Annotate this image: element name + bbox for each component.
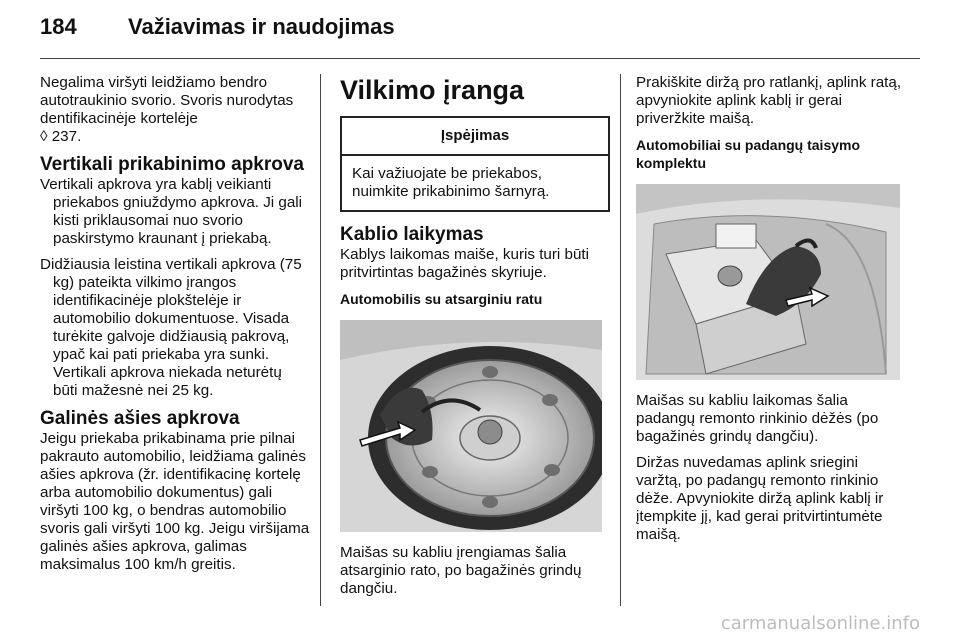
repair-kit-caption: Maišas su kabliu laikomas šalia padangų remonto rinkinio dėžės (po bagažinės grindų dangčiu). (636, 392, 879, 445)
paragraph-vertical-2: Didžiausia leistina vertikali apkrova (75 kg) pateikta vilkimo įrangos identifikacinėje plokštelėje ir automobilio dokumentuose. Visada turėkite galvoje didžiausią pakrovą, ypač kai pati priekaba yra sunki. Vertikali apkrova niekada neturėtų būti mažesnė nei 25 kg. (40, 256, 302, 399)
chapter-title: Vilkimo įranga (340, 75, 525, 105)
column-left (40, 74, 310, 582)
warning-box (340, 116, 610, 212)
warning-title: Įspėjimas (342, 118, 608, 156)
spare-wheel-photo (340, 320, 602, 532)
heading-spare-wheel: Automobilis su atsarginiu ratu (340, 291, 543, 307)
spare-wheel-caption: Maišas su kabliu įrengiamas šalia atsarginio rato, po bagažinės grindų dangčiu. (340, 544, 582, 597)
watermark: carmanualsonline.info (720, 613, 920, 634)
header-rule (40, 58, 920, 59)
warning-text: Kai važiuojate be priekabos, nuimkite prikabinimo šarnyrą. (352, 165, 550, 200)
paragraph-strap: Prakiškite diržą pro ratlankį, aplink ratą, apvyniokite aplink kablį ir gerai priveržkite maišą. (636, 74, 902, 127)
page-header (40, 14, 920, 54)
section-title: Važiavimas ir naudojimas (128, 14, 395, 39)
intro-paragraph: Negalima viršyti leidžiamo bendro autotraukinio svorio. Svoris nurodytas dentifikacinėje kortelėje ◊ 237. (40, 74, 294, 145)
column-divider (320, 74, 321, 606)
heading-axle-load: Galinės ašies apkrova (40, 408, 240, 429)
page-number: 184 (40, 14, 77, 39)
heading-hook-storage: Kablio laikymas (340, 224, 484, 245)
paragraph-axle: Jeigu priekaba prikabinama prie pilnai pakrauto automobilio, leidžiama galinės ašies apkrova (žr. identifikacinę kortelę arba automobilio dokumentus) gali viršyti 100 kg, o bendras automobilio svoris gali viršyti 100 kg. Jeigu viršijama galinės ašies apkrova, galimas maksimalus 100 km/h greitis. (40, 430, 310, 573)
repair-kit-photo (636, 184, 900, 380)
column-middle (340, 74, 610, 606)
heading-vertical-load: Vertikali prikabinimo apkrova (40, 154, 304, 175)
column-divider (620, 74, 621, 606)
paragraph-vertical-1: Vertikali apkrova yra kablį veikianti priekabos gniuždymo apkrova. Ji gali kisti priklausomai nuo svorio paskirstymo kraunant į priekabą. (40, 176, 303, 247)
paragraph-hook-storage: Kablys laikomas maiše, kuris turi būti pritvirtintas bagažinės skyriuje. (340, 246, 589, 281)
heading-repair-kit: Automobiliai su padangų taisymo komplektu (636, 137, 861, 171)
page-reference: ◊ 237. (40, 128, 82, 145)
paragraph-repair-kit: Diržas nuvedamas aplink sriegini varžtą, po padangų remonto rinkinio dėže. Apvyniokite diržą aplink kablį ir įtempkite jį, kad gerai pritvirtintumėte maišą. (636, 454, 884, 543)
column-right (636, 74, 906, 552)
